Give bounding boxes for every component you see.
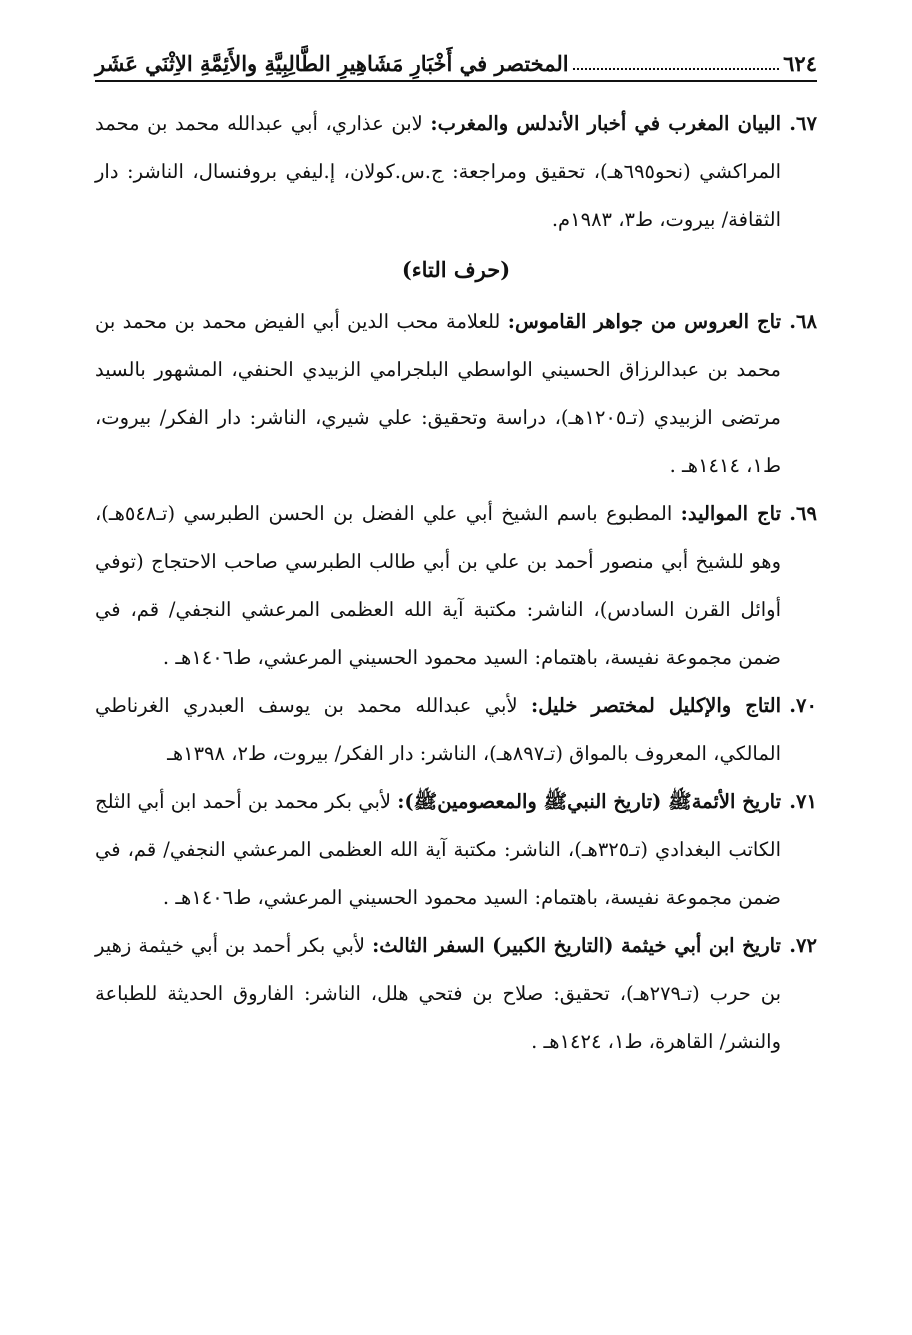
entry-text: المطبوع باسم الشيخ أبي علي الفضل بن الحسن الطبرسي (تـ٥٤٨هـ)، وهو للشيخ أبي منصور أحمد بن علي بن أبي طالب الطبرسي صاحب الاحتجاج (توفي أوائل القرن السادس)، الناشر: مكتبة آية الله العظمى المرعشي النجفي/ قم، في ضمن مجموعة نفيسة، باهتمام: السيد محمود الحسيني المرعشي، ط١٤٠٦هـ . [95,502,781,669]
bibliography-entry [95,922,817,1066]
entry-title: تاريخ الأئمةﷺ (تاريخ النبيﷺ والمعصومينﷺ): [397,790,782,813]
entry-title: التاج والإكليل لمختصر خليل: [531,694,781,717]
header-leader-dots [573,67,780,70]
entry-number: ٧١. [789,790,817,813]
entry-text: لأبي بكر محمد بن أحمد ابن أبي الثلج الكاتب البغدادي (تـ٣٢٥هـ)، الناشر: مكتبة آية الله العظمى المرعشي النجفي/ قم، في ضمن مجموعة نفيسة، باهتمام: السيد محمود الحسيني المرعشي، ط١٤٠٦هـ . [95,790,781,909]
section-heading: (حرف التاء) [401,257,511,282]
bibliography-entry [95,778,817,922]
bibliography-entry [95,100,817,244]
bibliography-entry [95,682,817,778]
entry-text: لأبي عبدالله محمد بن يوسف العبدري الغرناطي المالكي، المعروف بالمواق (تـ٨٩٧هـ)، الناشر: دار الفكر/ بيروت، ط٢، ١٣٩٨هـ [95,694,781,765]
bibliography-entry [95,490,817,682]
header-title: المختصر في أَخْبَارِ مَشَاهِيرِ الطَّالِبِيَّةِ والأَئِمَّةِ الاِثْنَي عَشَر [95,51,569,76]
entry-number: ٦٨. [789,310,817,333]
entry-text: للعلامة محب الدين أبي الفيض محمد بن محمد بن محمد بن عبدالرزاق الحسيني الواسطي البلجرامي الزبيدي الحنفي، المشهور بالسيد مرتضى الزبيدي (تـ١٢٠٥هـ)، دراسة وتحقيق: علي شيري، الناشر: دار الفكر/ بيروت، ط١، ١٤١٤هـ . [95,310,781,477]
header-rule [95,80,817,82]
running-header [95,40,817,76]
entry-title: تاج العروس من جواهر القاموس: [507,310,781,333]
entry-number: ٧٠. [789,694,817,717]
bibliography-body [95,100,817,1066]
page-number: ٦٢٤ [783,51,817,76]
entry-title: تاريخ ابن أبي خيثمة (التاريخ الكبير) السفر الثالث: [372,934,781,957]
entry-text: لأبي بكر أحمد بن أبي خيثمة زهير بن حرب (تـ٢٧٩هـ)، تحقيق: صلاح بن فتحي هلل، الناشر: الفاروق الحديثة للطباعة والنشر/ القاهرة، ط١، ١٤٢٤هـ . [95,934,781,1053]
entry-text: لابن عذاري، أبي عبدالله محمد بن محمد المراكشي (نحو٦٩٥هـ)، تحقيق ومراجعة: ج.س.كولان، إ.ليفي بروفنسال، الناشر: دار الثقافة/ بيروت، ط٣، ١٩٨٣م. [95,112,781,231]
entry-number: ٦٧. [789,112,817,135]
bibliography-entry [95,298,817,490]
entry-title: تاج المواليد: [680,502,781,525]
entry-number: ٧٢. [789,934,817,957]
entry-title: البيان المغرب في أخبار الأندلس والمغرب: [430,112,781,135]
entry-number: ٦٩. [789,502,817,525]
